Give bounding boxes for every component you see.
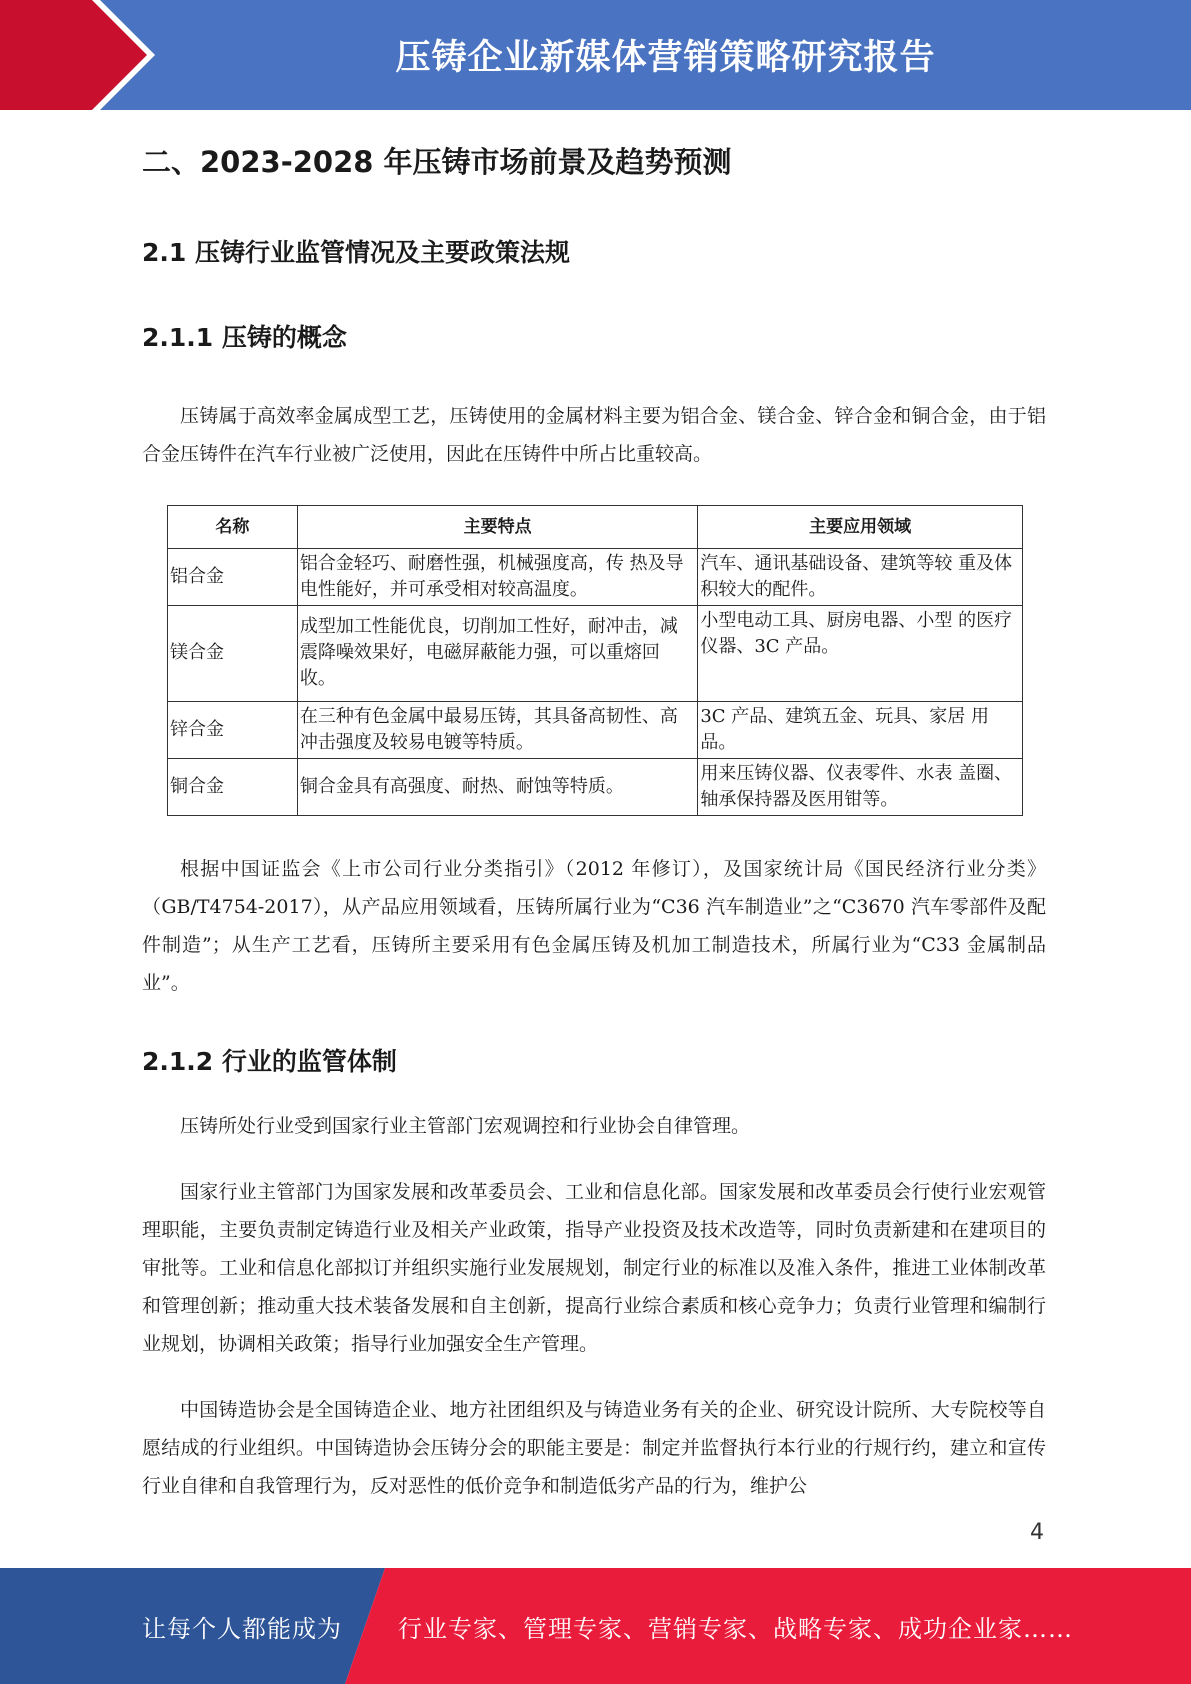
table-header-cell: 名称 [168, 505, 298, 548]
table-cell: 镁合金 [168, 605, 298, 701]
table-row [168, 701, 1023, 758]
paragraph-regulation-intro: 压铸所处行业受到国家行业主管部门宏观调控和行业协会自律管理。 [180, 1114, 751, 1137]
page-header [0, 0, 1191, 110]
table-cell: 铝合金轻巧、耐磨性强，机械强度高，传 热及导电性能好，并可承受相对较高温度。 [297, 548, 698, 605]
chevron-arrow-icon [0, 0, 160, 110]
paragraph-association: 中国铸造协会是全国铸造企业、地方社团组织及与铸造业务有关的企业、研究设计院所、大专院校等自愿结成的行业组织。中国铸造协会压铸分会的职能主要是：制定并监督执行本行业的行规行约，建立和宣传行业自律和自我管理行为，反对恶性的低价竞争和制造低劣产品的行为，维护公 [142, 1398, 1046, 1497]
page-content [142, 130, 1046, 1505]
footer-slogan-right: 行业专家、管理专家、营销专家、战略专家、成功企业家…… [398, 1614, 1073, 1643]
table-cell: 小型电动工具、厨房电器、小型 的医疗仪器、3C 产品。 [698, 605, 1023, 701]
table-cell: 汽车、通讯基础设备、建筑等较 重及体积较大的配件。 [698, 548, 1023, 605]
subsubsection-title-concept: 2.1.1 压铸的概念 [142, 322, 347, 352]
table-cell: 成型加工性能优良，切削加工性好，耐冲击，减震降噪效果好，电磁屏蔽能力强，可以重熔回收。 [297, 605, 698, 701]
table-header-cell: 主要应用领域 [698, 505, 1023, 548]
table-cell: 3C 产品、建筑五金、玩具、家居 用品。 [698, 701, 1023, 758]
table-cell: 在三种有色金属中最易压铸，其具备高韧性、高冲击强度及较易电镀等特质。 [297, 701, 698, 758]
table-cell: 铜合金 [168, 758, 298, 815]
table-cell: 铜合金具有高强度、耐热、耐蚀等特质。 [297, 758, 698, 815]
footer-slogan-left: 让每个人都能成为 [142, 1614, 342, 1643]
alloy-table [167, 505, 1023, 816]
table-row [168, 548, 1023, 605]
table-row [168, 605, 1023, 701]
subsection-title: 2.1 压铸行业监管情况及主要政策法规 [142, 237, 570, 267]
report-title: 压铸企业新媒体营销策略研究报告 [395, 38, 936, 78]
page-number: 4 [1030, 1520, 1044, 1545]
table-cell: 锌合金 [168, 701, 298, 758]
paragraph-concept: 压铸属于高效率金属成型工艺，压铸使用的金属材料主要为铝合金、镁合金、锌合金和铜合金，由于铝合金压铸件在汽车行业被广泛使用，因此在压铸件中所占比重较高。 [142, 404, 1046, 465]
section-title: 二、2023-2028 年压铸市场前景及趋势预测 [142, 145, 732, 179]
table-cell: 用来压铸仪器、仪表零件、水表 盖圈、轴承保持器及医用钳等。 [698, 758, 1023, 815]
subsubsection-title-regulation: 2.1.2 行业的监管体制 [142, 1046, 397, 1076]
table-header-row [168, 505, 1023, 548]
table-cell: 铝合金 [168, 548, 298, 605]
paragraph-authorities: 国家行业主管部门为国家发展和改革委员会、工业和信息化部。国家发展和改革委员会行使行业宏观管理职能，主要负责制定铸造行业及相关产业政策，指导产业投资及技术改造等，同时负责新建和在建项目的审批等。工业和信息化部拟订并组织实施行业发展规划，制定行业的标准以及准入条件，推进工业体制改革和管理创新；推动重大技术装备发展和自主创新，提高行业综合素质和核心竞争力；负责行业管理和编制行业规划，协调相关政策；指导行业加强安全生产管理。 [142, 1180, 1046, 1355]
table-row [168, 758, 1023, 815]
page-footer [0, 1568, 1191, 1684]
paragraph-classification: 根据中国证监会《上市公司行业分类指引》（2012 年修订），及国家统计局《国民经济行业分类》（GB/T4754-2017），从产品应用领域看，压铸所属行业为“C36 汽车制造业”之“C3670 汽车零部件及配件制造”；从生产工艺看，压铸所主要采用有色金属压铸及机加工制造技术，所属行业为“C33 金属制品业”。 [142, 857, 1046, 994]
table-header-cell: 主要特点 [297, 505, 698, 548]
